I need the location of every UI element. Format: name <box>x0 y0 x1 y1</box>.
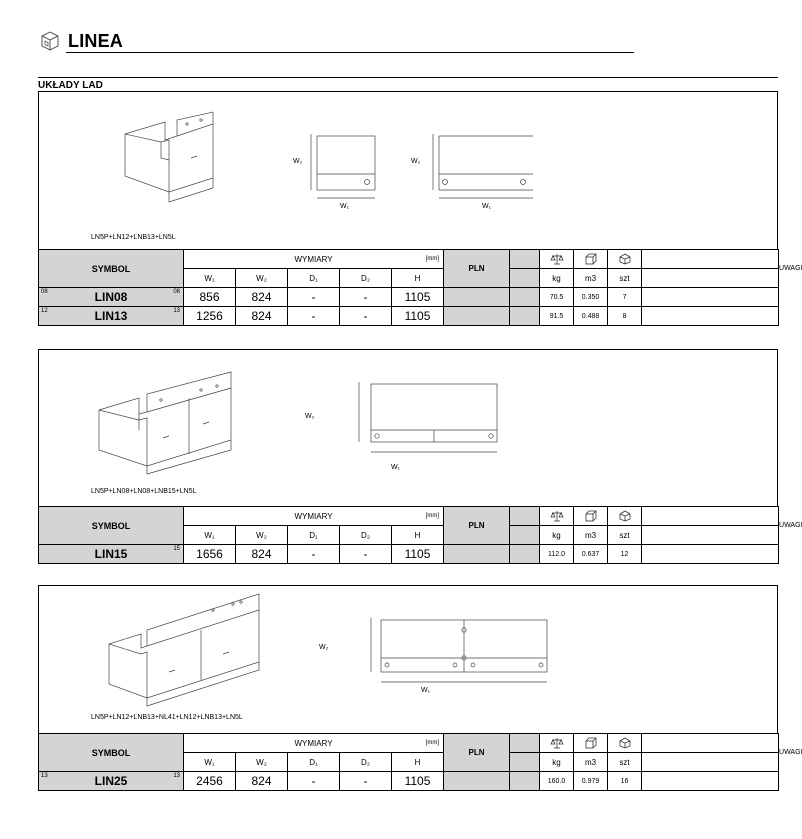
cell-szt: 16 <box>608 772 642 791</box>
header-szt: szt <box>608 269 642 288</box>
spec-table-1: SYMBOL WYMIARY [mm] PLN UWAGI W₁ W₂ D₁ D₂ H kg m3 szt 08 LIN08 08 856 824 - - 1105 70.5 0.350 7 12 LIN13 13 1256 824 - - 1105 91.5 0.488 8 <box>38 249 779 326</box>
header-m3: m3 <box>574 753 608 772</box>
header-pln: PLN <box>444 250 510 288</box>
header-szt: szt <box>608 526 642 545</box>
brand-title: LINEA <box>68 30 123 51</box>
symbol-cell: 12 LIN13 13 <box>39 307 184 326</box>
scale-icon <box>540 250 574 269</box>
header-d2: D₂ <box>340 526 392 545</box>
header-wymiary: WYMIARY [mm] <box>184 734 444 753</box>
symbol-cell: 13 LIN25 13 <box>39 772 184 791</box>
cell-kg: 91.5 <box>540 307 574 326</box>
dim-label-w2: W₂ <box>411 158 421 165</box>
dim-label-w2: W₂ <box>305 413 315 420</box>
layout-caption: LN5P+LN12+LNB13+LN5L <box>91 234 176 241</box>
cell-h: 1105 <box>392 772 444 791</box>
header-pln: PLN <box>444 734 510 772</box>
header-szt: szt <box>608 753 642 772</box>
cell-szt: 8 <box>608 307 642 326</box>
dim-label-w1: W₁ <box>391 464 400 471</box>
cell-pln <box>444 288 510 307</box>
header-w2: W₂ <box>236 526 288 545</box>
cell-w2: 824 <box>236 288 288 307</box>
dim-label-w2: W₂ <box>319 644 329 651</box>
layout-caption: LN5P+LN12+LNB13+NL41+LN12+LNB13+LN5L <box>91 714 243 721</box>
volume-cube-icon <box>574 734 608 753</box>
cell-h: 1105 <box>392 288 444 307</box>
cell-d2: - <box>340 545 392 564</box>
scale-icon <box>540 734 574 753</box>
cell-pln <box>444 545 510 564</box>
cell-d1: - <box>288 545 340 564</box>
cell-kg: 112.0 <box>540 545 574 564</box>
cell-w1: 1656 <box>184 545 236 564</box>
dim-label-w1: W₁ <box>421 687 430 694</box>
scale-icon <box>540 507 574 526</box>
spec-table-2: SYMBOL WYMIARY [mm] PLN UWAGI W₁ W₂ D₁ D₂ H kg m3 szt LIN15 15 1656 824 - - 1105 112.0 0.637 12 <box>38 506 779 564</box>
counter-isometric-3 <box>101 586 271 714</box>
section-title: UKŁADY LAD <box>38 80 103 91</box>
cell-pln <box>444 307 510 326</box>
header-h: H <box>392 526 444 545</box>
drawing-panel-2 <box>38 349 778 506</box>
cell-h: 1105 <box>392 307 444 326</box>
cell-szt: 12 <box>608 545 642 564</box>
cell-w2: 824 <box>236 307 288 326</box>
header-symbol: SYMBOL <box>39 507 184 545</box>
cell-w1: 856 <box>184 288 236 307</box>
table-row <box>39 288 779 307</box>
cell-d2: - <box>340 772 392 791</box>
section-rule <box>38 77 778 78</box>
cell-d1: - <box>288 772 340 791</box>
header-d1: D₁ <box>288 526 340 545</box>
symbol-cell: LIN15 15 <box>39 545 184 564</box>
cell-h: 1105 <box>392 545 444 564</box>
dim-label-w2: W₂ <box>293 158 303 165</box>
header-symbol: SYMBOL <box>39 734 184 772</box>
header-symbol: SYMBOL <box>39 250 184 288</box>
drawing-panel-3 <box>38 585 778 733</box>
header-kg: kg <box>540 269 574 288</box>
cell-d1: - <box>288 288 340 307</box>
header-w2: W₂ <box>236 753 288 772</box>
header-kg: kg <box>540 753 574 772</box>
header-d2: D₂ <box>340 269 392 288</box>
header-wymiary: WYMIARY [mm] <box>184 250 444 269</box>
header-d1: D₁ <box>288 269 340 288</box>
header-kg: kg <box>540 526 574 545</box>
header-d2: D₂ <box>340 753 392 772</box>
dim-label-w1: W₁ <box>482 203 491 210</box>
header-w1: W₁ <box>184 269 236 288</box>
header-wymiary: WYMIARY [mm] <box>184 507 444 526</box>
header-m3: m3 <box>574 269 608 288</box>
cell-w1: 1256 <box>184 307 236 326</box>
cell-m3: 0.488 <box>574 307 608 326</box>
counter-front-view-1 <box>291 132 381 212</box>
brand-underline <box>66 52 634 53</box>
header-d1: D₁ <box>288 753 340 772</box>
cell-w2: 824 <box>236 772 288 791</box>
counter-isometric-2 <box>91 358 241 483</box>
volume-cube-icon <box>574 507 608 526</box>
package-box-icon <box>608 507 642 526</box>
table-row <box>39 545 779 564</box>
package-box-icon <box>608 250 642 269</box>
cell-m3: 0.979 <box>574 772 608 791</box>
header-w1: W₁ <box>184 753 236 772</box>
spec-table-3: SYMBOL WYMIARY [mm] PLN UWAGI W₁ W₂ D₁ D₂ H kg m3 szt 13 LIN25 13 2456 824 - - 1105 160.0 0.979 16 <box>38 733 779 791</box>
dim-label-w1: W₁ <box>340 203 349 210</box>
cell-d1: - <box>288 307 340 326</box>
cell-kg: 70.5 <box>540 288 574 307</box>
cell-d2: - <box>340 307 392 326</box>
header-pln: PLN <box>444 507 510 545</box>
header-h: H <box>392 269 444 288</box>
cell-pln <box>444 772 510 791</box>
volume-cube-icon <box>574 250 608 269</box>
header-h: H <box>392 753 444 772</box>
counter-isometric-1 <box>117 112 227 212</box>
cell-szt: 7 <box>608 288 642 307</box>
header-m3: m3 <box>574 526 608 545</box>
symbol-cell: 08 LIN08 08 <box>39 288 184 307</box>
cube-logo-icon <box>38 29 62 53</box>
cell-kg: 160.0 <box>540 772 574 791</box>
counter-front-view-2 <box>411 132 541 212</box>
cell-w1: 2456 <box>184 772 236 791</box>
cell-m3: 0.637 <box>574 545 608 564</box>
package-box-icon <box>608 734 642 753</box>
counter-front-view-3 <box>337 380 507 470</box>
header-w2: W₂ <box>236 269 288 288</box>
counter-front-view-4 <box>355 616 555 694</box>
table-row <box>39 772 779 791</box>
table-row <box>39 307 779 326</box>
header-w1: W₁ <box>184 526 236 545</box>
brand <box>38 28 123 54</box>
cell-w2: 824 <box>236 545 288 564</box>
drawing-panel-1 <box>38 91 778 249</box>
cell-m3: 0.350 <box>574 288 608 307</box>
cell-d2: - <box>340 288 392 307</box>
layout-caption: LN5P+LN08+LN08+LNB15+LN5L <box>91 488 197 495</box>
